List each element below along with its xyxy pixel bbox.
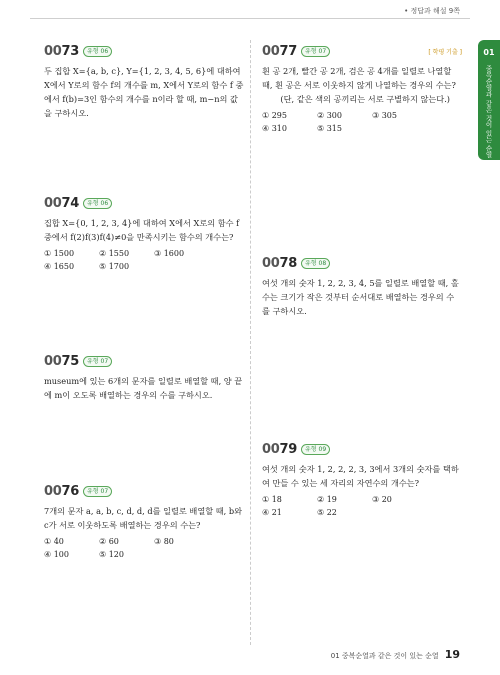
problem-type-badge: 유형 07 — [83, 356, 112, 367]
answer-choices — [44, 248, 244, 272]
choice-2[interactable]: ② 60 — [99, 537, 119, 546]
problem-0076 — [44, 484, 244, 560]
problem-number: 0078 — [262, 256, 297, 271]
problem-condition: (단, 같은 색의 공끼리는 서로 구별하지 않는다.) — [280, 94, 450, 104]
footer-chapter-title: 01 중복순열과 같은 것이 있는 순열 — [330, 652, 439, 660]
chapter-title: 중복순열과 같은 것이 있는 순열 — [484, 65, 493, 158]
page-number: 19 — [444, 648, 460, 661]
answer-choices — [44, 536, 244, 560]
problem-type-badge: 유형 09 — [301, 444, 330, 455]
choice-2[interactable]: ② 300 — [317, 111, 342, 120]
problem-text: museum에 있는 6개의 문자를 일렬로 배열할 때, 양 끝에 m이 오도록 배열하는 경우의 수를 구하시오. — [44, 376, 243, 400]
choice-1[interactable]: ① 18 — [262, 495, 282, 504]
problem-number: 0077 — [262, 44, 297, 59]
answer-choices — [262, 110, 462, 134]
choice-3[interactable]: ③ 305 — [372, 111, 397, 120]
choice-5[interactable]: ⑤ 315 — [317, 124, 342, 133]
choice-4[interactable]: ④ 100 — [44, 550, 69, 559]
problem-0075 — [44, 354, 244, 402]
problem-type-badge: 유형 06 — [83, 46, 112, 57]
problem-type-badge: 유형 07 — [301, 46, 330, 57]
choice-3[interactable]: ③ 20 — [372, 495, 392, 504]
problem-type-badge: 유형 08 — [301, 258, 330, 269]
problem-text — [262, 64, 462, 106]
problem-0073 — [44, 44, 244, 120]
problem-0074 — [44, 196, 244, 272]
problem-number: 0075 — [44, 354, 79, 369]
answer-reference-note: • 정답과 해설 9쪽 — [404, 7, 460, 15]
problem-text: 여섯 개의 숫자 1, 2, 2, 2, 3, 3에서 3개의 숫자를 택하여 만들 수 있는 세 자리의 자연수의 개수는? — [262, 464, 459, 488]
choice-5[interactable]: ⑤ 1700 — [99, 262, 130, 271]
choice-1[interactable]: ① 295 — [262, 111, 287, 120]
choice-5[interactable]: ⑤ 120 — [99, 550, 124, 559]
choice-5[interactable]: ⑤ 22 — [317, 508, 337, 517]
problem-number: 0073 — [44, 44, 79, 59]
problem-text: 여섯 개의 숫자 1, 2, 2, 3, 4, 5를 일렬로 배열할 때, 홀수는 크기가 작은 것부터 순서대로 배열하는 경우의 수를 구하시오. — [262, 278, 459, 316]
page-footer — [331, 648, 460, 661]
choice-4[interactable]: ④ 1650 — [44, 262, 75, 271]
problem-0079 — [262, 442, 462, 518]
problem-0078 — [262, 256, 462, 318]
choice-3[interactable]: ③ 80 — [154, 537, 174, 546]
choice-4[interactable]: ④ 21 — [262, 508, 282, 517]
problem-text: 7개의 문자 a, a, b, c, d, d, d를 일렬로 배열할 때, b와 c가 서로 이웃하도록 배열하는 경우의 수는? — [44, 506, 243, 530]
choice-2[interactable]: ② 19 — [317, 495, 337, 504]
choice-2[interactable]: ② 1550 — [99, 249, 130, 258]
problem-number: 0079 — [262, 442, 297, 457]
problem-number: 0076 — [44, 484, 79, 499]
problem-text: 두 집합 X={a, b, c}, Y={1, 2, 3, 4, 5, 6}에 대하여 X에서 Y로의 함수 f의 개수를 m, X에서 Y로의 함수 f 중에서 f(b)=3인 함수의 개수를 n이라 할 때, m−n의 값을 구하시오. — [44, 66, 244, 118]
column-divider — [250, 40, 251, 645]
problem-text: 집합 X={0, 1, 2, 3, 4}에 대하여 X에서 X로의 함수 f 중에서 f(2)f(3)f(4)≠0을 만족시키는 함수의 개수는? — [44, 218, 240, 242]
chapter-side-tab[interactable] — [478, 40, 500, 160]
problem-text-body: 흰 공 2개, 빨간 공 2개, 검은 공 4개를 일렬로 나열할 때, 흰 공은 서로 이웃하지 않게 나열하는 경우의 수는? — [262, 66, 456, 90]
choice-1[interactable]: ① 40 — [44, 537, 64, 546]
problem-0077 — [262, 44, 462, 134]
problem-number: 0074 — [44, 196, 79, 211]
exam-source-tag: [ 학평 기출 ] — [428, 49, 462, 56]
problem-type-badge: 유형 07 — [83, 486, 112, 497]
choice-4[interactable]: ④ 310 — [262, 124, 287, 133]
header-divider — [30, 18, 470, 19]
choice-3[interactable]: ③ 1600 — [154, 249, 185, 258]
chapter-number: 01 — [483, 48, 495, 57]
choice-1[interactable]: ① 1500 — [44, 249, 75, 258]
problem-type-badge: 유형 06 — [83, 198, 112, 209]
answer-choices — [262, 494, 462, 518]
